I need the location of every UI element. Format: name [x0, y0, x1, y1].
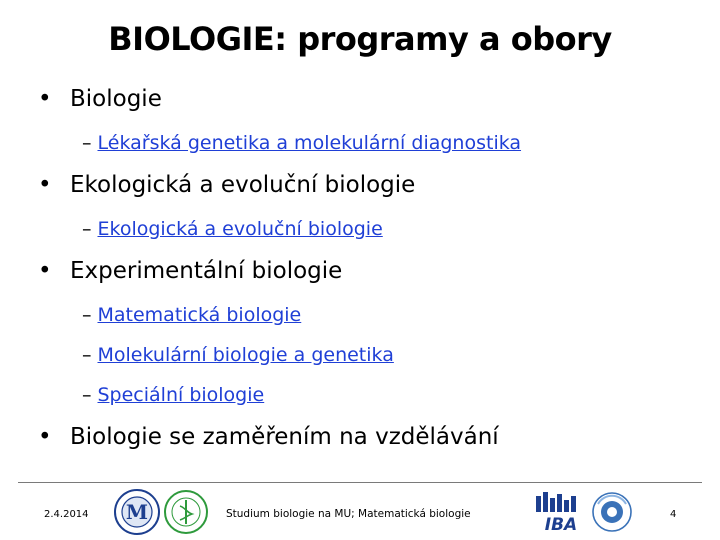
footer-page-number: 4: [670, 509, 677, 520]
footer-date: 2.4.2014: [44, 509, 89, 520]
bullet-icon: •: [38, 258, 52, 284]
sub-item: [82, 384, 264, 406]
sub-item-link[interactable]: Speciální biologie: [97, 384, 265, 406]
slide-title: BIOLOGIE: programy a obory: [108, 20, 612, 58]
faculty-logo-icon: [162, 488, 210, 536]
mu-logo-letter: M: [125, 500, 149, 524]
bullet-icon: •: [38, 424, 52, 450]
mu-logo-icon: [112, 488, 162, 536]
sub-item-link[interactable]: Matematická biologie: [97, 304, 302, 326]
sub-item: [82, 132, 521, 154]
sub-item-link[interactable]: Molekulární biologie a genetika: [97, 344, 394, 366]
sub-item: [82, 344, 394, 366]
sub-item: [82, 218, 383, 240]
bullet-item: [38, 258, 342, 284]
bullet-item: [38, 172, 415, 198]
iba-logo-icon: [532, 490, 590, 534]
footer-divider: [18, 482, 702, 483]
sub-item-link[interactable]: Lékařská genetika a molekulární diagnostika: [97, 132, 522, 154]
bullet-item-label: Biologie: [70, 86, 162, 112]
dash-icon: –: [82, 384, 92, 406]
iba-logo-label: IBA: [544, 515, 578, 534]
footer-center-text: Studium biologie na MU; Matematická biologie: [226, 508, 471, 520]
bullet-item: [38, 86, 162, 112]
sub-item: [82, 304, 301, 326]
bullet-item-label: Biologie se zaměřením na vzdělávání: [70, 424, 499, 450]
bullet-item-label: Experimentální biologie: [70, 258, 343, 284]
research-centre-logo-icon: [590, 490, 634, 534]
dash-icon: –: [82, 344, 92, 366]
dash-icon: –: [82, 218, 92, 240]
dash-icon: –: [82, 304, 92, 326]
bullet-icon: •: [38, 86, 52, 112]
dash-icon: –: [82, 132, 92, 154]
bullet-item: [38, 424, 499, 450]
bullet-item-label: Ekologická a evoluční biologie: [70, 172, 416, 198]
sub-item-link[interactable]: Ekologická a evoluční biologie: [97, 218, 383, 240]
bullet-icon: •: [38, 172, 52, 198]
